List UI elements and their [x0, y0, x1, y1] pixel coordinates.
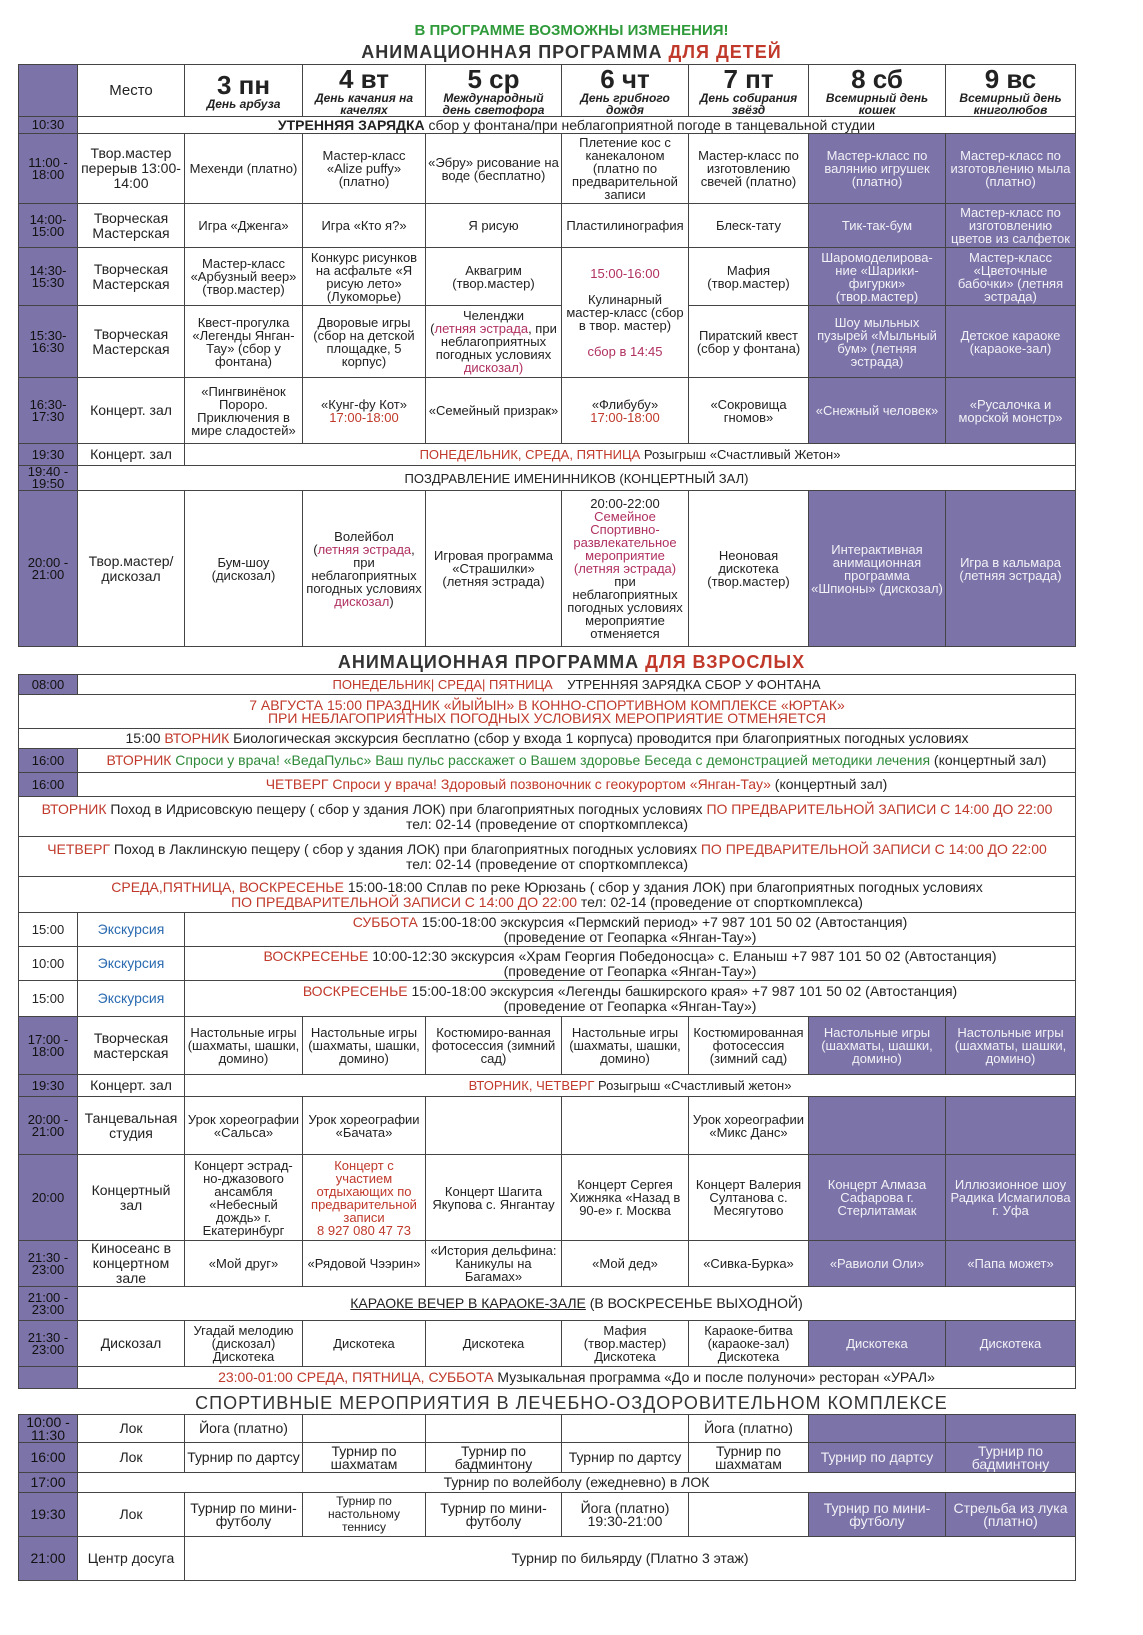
place-cell: Танцевальная студия — [78, 1097, 185, 1155]
time-cell: 08:00 — [19, 675, 78, 695]
place-cell: Лок — [78, 1493, 185, 1537]
event-cell: Йога (платно) — [185, 1415, 303, 1443]
event-cell: Игра «Дженга» — [185, 204, 303, 248]
event-cell: Настольные игры (шахматы, шашки, домино) — [946, 1017, 1076, 1075]
place-cell: Творческая Мастерская — [78, 248, 185, 306]
event-cell: Дискотека — [426, 1321, 562, 1367]
place-cell: Концертный зал — [78, 1155, 185, 1241]
place-cell: Киносеанс в концертном зале — [78, 1241, 185, 1287]
event-cell: «Рядовой Чээрин» — [303, 1241, 426, 1287]
event-cell: Концерт эстрад-но-джазового ансамбля «Небесный дождь» г. Екатеринбург — [185, 1155, 303, 1241]
place-cell: Твор.мастер/ дискозал — [78, 491, 185, 647]
event-cell: Настольные игры (шахматы, шашки, домино) — [185, 1017, 303, 1075]
event-cell: Мастер-класс по валянию игрушек (платно) — [809, 134, 946, 204]
adults-table — [18, 674, 1076, 1389]
place-cell: Творческая Мастерская — [78, 306, 185, 378]
day-header: 7 пт День собирания звёзд — [689, 65, 809, 117]
place-cell: Экскурсия — [78, 913, 185, 947]
event-cell: «Равиоли Оли» — [809, 1241, 946, 1287]
time-cell: 16:00 — [19, 773, 78, 797]
event-cell: Турнир по шахматам — [689, 1443, 809, 1473]
event-cell: Концерт Валерия Султанова с. Месягутово — [689, 1155, 809, 1241]
festival-row: 7 АВГУСТА 15:00 ПРАЗДНИК «ЙЫЙЫН» В КОННО-СПОРТИВНОМ КОМПЛЕКСЕ «ЮРТАК» ПРИ НЕБЛАГОПРИЯТНЫХ ПОГОДНЫХ УСЛОВИЯХ МЕРОПРИЯТИЕ ОТМЕНЯЕТСЯ — [19, 695, 1076, 729]
event-cell: Концерт Шагита Якупова с. Янгантау — [426, 1155, 562, 1241]
event-cell — [809, 1415, 946, 1443]
event-cell: «Пингвинёнок Пороро. Приключения в мире сладостей» — [185, 378, 303, 444]
place-cell: Твор.мастер перерыв 13:00-14:00 — [78, 134, 185, 204]
excursion-row: ВОСКРЕСЕНЬЕ 15:00-18:00 экскурсия «Легенды башкирского края» +7 987 101 50 02 (Автостанция) (проведение от Геопарка «Янган-Тау») — [185, 981, 1076, 1017]
event-cell — [809, 1097, 946, 1155]
event-cell: Дворовые игры (сбор на детской площадке, 5 корпус) — [303, 306, 426, 378]
event-cell — [562, 1415, 689, 1443]
event-cell: Настольные игры (шахматы, шашки, домино) — [562, 1017, 689, 1075]
event-cell: Я рисую — [426, 204, 562, 248]
morning-exercise: УТРЕННЯЯ ЗАРЯДКА сбор у фонтана/при неблагоприятной погоде в танцевальной студии — [78, 117, 1076, 134]
place-cell: Творческая мастерская — [78, 1017, 185, 1075]
adults-title: АНИМАЦИОННАЯ ПРОГРАММА ДЛЯ ВЗРОСЛЫХ — [337, 652, 806, 672]
event-cell: Мафия (твор.мастер) Дискотека — [562, 1321, 689, 1367]
time-cell: 11:00 - 18:00 — [19, 134, 78, 204]
event-cell: Мастер-класс по изготовлению свечей (платно) — [689, 134, 809, 204]
place-cell: Концерт. зал — [78, 444, 185, 466]
event-cell: Настольные игры (шахматы, шашки, домино) — [303, 1017, 426, 1075]
time-cell: 10:00 - 11:30 — [19, 1415, 78, 1443]
cave-hike-row: ВТОРНИК Поход в Идрисовскую пещеру ( сбор у здания ЛОК) при благоприятных погодных условиях ПО ПРЕДВАРИТЕЛЬНОЙ ЗАПИСИ С 14:00 ДО 22:00 тел: 02-14 (проведение от спорткомплекса) — [19, 797, 1076, 837]
time-cell: 16:00 — [19, 1443, 78, 1473]
event-cell: Костюмиро-ванная фотосессия (зимний сад) — [426, 1017, 562, 1075]
place-cell: Концерт. зал — [78, 1075, 185, 1097]
event-cell: «Русалочка и морской монстр» — [946, 378, 1076, 444]
event-cell: Турнир по дартсу — [809, 1443, 946, 1473]
event-cell: Неоновая дискотека (твор.мастер) — [689, 491, 809, 647]
event-cell: Мехенди (платно) — [185, 134, 303, 204]
event-cell: Мастер-класс «Арбузный веер» (твор.мастер) — [185, 248, 303, 306]
sports-title: СПОРТИВНЫЕ МЕРОПРИЯТИЯ В ЛЕЧЕБНО-ОЗДОРОВИТЕЛЬНОМ КОМПЛЕКСЕ — [195, 1393, 948, 1413]
lottery-row: ВТОРНИК, ЧЕТВЕРГ Розыгрыш «Счастливый жетон» — [185, 1075, 1076, 1097]
time-cell: 19:30 — [19, 444, 78, 466]
day-header: 8 сб Всемирный день кошек — [809, 65, 946, 117]
event-cell: «Семейный призрак» — [426, 378, 562, 444]
event-cell: Детское караоке (караоке-зал) — [946, 306, 1076, 378]
event-cell: Блеск-тату — [689, 204, 809, 248]
sports-table — [18, 1414, 1076, 1581]
time-cell: 16:00 — [19, 749, 78, 773]
event-cell: Турнир по бадминтону — [946, 1443, 1076, 1473]
event-cell — [689, 1493, 809, 1537]
event-cell: Мастер-класс по изготовлению мыла (платно) — [946, 134, 1076, 204]
time-cell: 16:30- 17:30 — [19, 378, 78, 444]
time-cell: 20:00 — [19, 1155, 78, 1241]
event-cell: Турнир по шахматам — [303, 1443, 426, 1473]
event-cell: «Папа может» — [946, 1241, 1076, 1287]
time-cell: 20:00 - 21:00 — [19, 1097, 78, 1155]
day-header: 4 вт День качания на качелях — [303, 65, 426, 117]
event-cell: «Кунг-фу Кот» 17:00-18:00 — [303, 378, 426, 444]
event-cell: Концерт Алмаза Сафарова г. Стерлитамак — [809, 1155, 946, 1241]
event-cell: Конкурс рисунков на асфальте «Я рисую лето» (Лукоморье) — [303, 248, 426, 306]
event-cell: Игровая программа «Страшилки» (летняя эстрада) — [426, 491, 562, 647]
event-cell: «Сивка-Бурка» — [689, 1241, 809, 1287]
time-cell: 10:30 — [19, 117, 78, 134]
event-cell: Урок хореографии «Сальса» — [185, 1097, 303, 1155]
event-cell: Урок хореографии «Бачата» — [303, 1097, 426, 1155]
billiards-row: Турнир по бильярду (Платно 3 этаж) — [185, 1537, 1076, 1581]
morning-exercise: ПОНЕДЕЛЬНИК| СРЕДА| ПЯТНИЦА УТРЕННЯЯ ЗАРЯДКА СБОР У ФОНТАНА — [78, 675, 1076, 695]
day-header: 5 ср Международный день светофора — [426, 65, 562, 117]
event-cell: Йога (платно) 19:30-21:00 — [562, 1493, 689, 1537]
event-cell: Иллюзионное шоу Радика Исмагилова г. Уфа — [946, 1155, 1076, 1241]
place-cell: Лок — [78, 1443, 185, 1473]
event-cell: Пластилинография — [562, 204, 689, 248]
time-cell: 19:30 — [19, 1493, 78, 1537]
excursion-row: ВОСКРЕСЕНЬЕ 10:00-12:30 экскурсия «Храм Георгия Победоносца» с. Еланыш +7 987 101 50 02 (Автостанция) (проведение от Геопарка «Янган-Тау») — [185, 947, 1076, 981]
event-cell: Мафия (твор.мастер) — [689, 248, 809, 306]
event-cell: «Мой дед» — [562, 1241, 689, 1287]
day-header: 6 чт День грибного дождя — [562, 65, 689, 117]
event-cell: Дискотека — [809, 1321, 946, 1367]
time-cell: 21:00 - 23:00 — [19, 1287, 78, 1321]
event-cell: Турнир по мини-футболу — [809, 1493, 946, 1537]
event-cell: Угадай мелодию (дискозал) Дискотека — [185, 1321, 303, 1367]
place-header: Место — [78, 65, 185, 117]
place-cell: Дискозал — [78, 1321, 185, 1367]
event-cell: Турнир по дартсу — [562, 1443, 689, 1473]
kids-title: АНИМАЦИОННАЯ ПРОГРАММА ДЛЯ ДЕТЕЙ — [361, 42, 782, 62]
event-cell: Челенджи (летняя эстрада, при неблагоприятных погодных условиях дискозал) — [426, 306, 562, 378]
birthday-row: ПОЗДРАВЛЕНИЕ ИМЕНИННИКОВ (КОНЦЕРТНЫЙ ЗАЛ) — [78, 466, 1076, 491]
cave-hike-row: ЧЕТВЕРГ Поход в Лаклинскую пещеру ( сбор у здания ЛОК) при благоприятных погодных условиях ПО ПРЕДВАРИТЕЛЬНОЙ ЗАПИСИ С 14:00 ДО 22:00 тел: 02-14 (проведение от спорткомплекса) — [19, 837, 1076, 877]
event-cell: Пиратский квест (сбор у фонтана) — [689, 306, 809, 378]
event-cell — [946, 1415, 1076, 1443]
event-cell: Турнир по бадминтону — [426, 1443, 562, 1473]
time-cell: 19:40 - 19:50 — [19, 466, 78, 491]
event-cell: «Снежный человек» — [809, 378, 946, 444]
event-cell — [946, 1097, 1076, 1155]
place-cell: Лок — [78, 1415, 185, 1443]
time-cell: 14:30- 15:30 — [19, 248, 78, 306]
time-cell: 20:00 - 21:00 — [19, 491, 78, 647]
event-cell — [426, 1415, 562, 1443]
event-cell: Настольные игры (шахматы, шашки, домино) — [809, 1017, 946, 1075]
day-header: 9 вс Всемирный день книголюбов — [946, 65, 1076, 117]
event-cell: Дискотека — [946, 1321, 1076, 1367]
event-cell: Йога (платно) — [689, 1415, 809, 1443]
event-cell: «История дельфина: Каникулы на Багамах» — [426, 1241, 562, 1287]
event-cell: Бум-шоу (дискозал) — [185, 491, 303, 647]
changes-notice: В ПРОГРАММЕ ВОЗМОЖНЫ ИЗМЕНЕНИЯ! — [414, 22, 729, 39]
place-cell: Центр досуга — [78, 1537, 185, 1581]
event-cell: Игра в кальмара (летняя эстрада) — [946, 491, 1076, 647]
event-cell: Интерактивная анимационная программа «Шпионы» (дискозал) — [809, 491, 946, 647]
time-cell: 21:30 - 23:00 — [19, 1321, 78, 1367]
event-cell — [426, 1097, 562, 1155]
event-cell: Мастер-класс «Цветочные бабочки» (летняя эстрада) — [946, 248, 1076, 306]
place-cell: Концерт. зал — [78, 378, 185, 444]
place-cell: Экскурсия — [78, 981, 185, 1017]
event-cell: 15:00-16:00 Кулинарный мастер-класс (сбор в твор. мастер) сбор в 14:45 — [562, 248, 689, 378]
time-cell: 14:00- 15:00 — [19, 204, 78, 248]
event-cell: Шоу мыльных пузырей «Мыльный бум» (летняя эстрада) — [809, 306, 946, 378]
event-cell: Мастер-класс по изготовлению цветов из салфеток — [946, 204, 1076, 248]
bio-excursion-row: 15:00 ВТОРНИК Биологическая экскурсия бесплатно (сбор у входа 1 корпуса) проводится при благоприятных погодных условиях — [19, 729, 1076, 749]
kids-table — [18, 64, 1076, 647]
event-cell: Урок хореографии «Микс Данс» — [689, 1097, 809, 1155]
rafting-row: СРЕДА,ПЯТНИЦА, ВОСКРЕСЕНЬЕ 15:00-18:00 Сплав по реке Юрюзань ( сбор у здания ЛОК) при благоприятных погодных условиях ПО ПРЕДВАРИТЕЛЬНОЙ ЗАПИСИ С 14:00 ДО 22:00 тел: 02-14 (проведение от спорткомплекса) — [19, 877, 1076, 913]
volleyball-row: Турнир по волейболу (ежедневно) в ЛОК — [78, 1473, 1076, 1493]
event-cell — [562, 1097, 689, 1155]
time-cell: 15:00 — [19, 981, 78, 1017]
event-cell: Турнир по мини-футболу — [426, 1493, 562, 1537]
event-cell: Турнир по настольному теннису — [303, 1493, 426, 1537]
time-cell: 17:00 — [19, 1473, 78, 1493]
doctor-row: ВТОРНИК Спроси у врача! «ВедаПульс» Ваш пульс расскажет о Вашем здоровье Беседа с демонстрацией методики лечения (концертный зал) — [78, 749, 1076, 773]
event-cell — [303, 1415, 426, 1443]
doctor-row: ЧЕТВЕРГ Спроси у врача! Здоровый позвоночник с геокурортом «Янган-Тау» (концертный зал) — [78, 773, 1076, 797]
place-cell: Творческая Мастерская — [78, 204, 185, 248]
time-cell — [19, 1367, 78, 1389]
day-header: 3 пн День арбуза — [185, 65, 303, 117]
event-cell: Концерт Сергея Хижняка «Назад в 90-е» г. Москва — [562, 1155, 689, 1241]
event-cell: 20:00-22:00 Семейное Спортивно-развлекательное мероприятие (летняя эстрада) при неблагоприятных погодных условиях мероприятие отменяется — [562, 491, 689, 647]
event-cell: «Мой друг» — [185, 1241, 303, 1287]
event-cell: Игра «Кто я?» — [303, 204, 426, 248]
event-cell: «Флибубу» 17:00-18:00 — [562, 378, 689, 444]
event-cell: Стрельба из лука (платно) — [946, 1493, 1076, 1537]
time-cell: 19:30 — [19, 1075, 78, 1097]
music-program-row: 23:00-01:00 СРЕДА, ПЯТНИЦА, СУББОТА Музыкальная программа «До и после полуночи» ресторан «УРАЛ» — [78, 1367, 1076, 1389]
event-cell: Концерт с участием отдыхающих по предварительной записи 8 927 080 47 73 — [303, 1155, 426, 1241]
event-cell: «Сокровища гномов» — [689, 378, 809, 444]
time-cell: 21:00 — [19, 1537, 78, 1581]
time-cell: 17:00 - 18:00 — [19, 1017, 78, 1075]
lottery-row: ПОНЕДЕЛЬНИК, СРЕДА, ПЯТНИЦА Розыгрыш «Счастливый Жетон» — [185, 444, 1076, 466]
event-cell: Квест-прогулка «Легенды Янган-Тау» (сбор у фонтана) — [185, 306, 303, 378]
time-cell: 15:00 — [19, 913, 78, 947]
time-cell: 21:30 - 23:00 — [19, 1241, 78, 1287]
event-cell: Плетение кос с канекалоном (платно по предварительной записи — [562, 134, 689, 204]
event-cell: Тик-так-бум — [809, 204, 946, 248]
karaoke-row: КАРАОКЕ ВЕЧЕР В КАРАОКЕ-ЗАЛЕ (В ВОСКРЕСЕНЬЕ ВЫХОДНОЙ) — [78, 1287, 1076, 1321]
event-cell: Турнир по мини-футболу — [185, 1493, 303, 1537]
event-cell: Дискотека — [303, 1321, 426, 1367]
excursion-row: СУББОТА 15:00-18:00 экскурсия «Пермский период» +7 987 101 50 02 (Автостанция) (проведение от Геопарка «Янган-Тау») — [185, 913, 1076, 947]
event-cell: «Эбру» рисование на воде (бесплатно) — [426, 134, 562, 204]
event-cell: Турнир по дартсу — [185, 1443, 303, 1473]
time-cell: 15:30- 16:30 — [19, 306, 78, 378]
event-cell: Костюмированная фотосессия (зимний сад) — [689, 1017, 809, 1075]
place-cell: Экскурсия — [78, 947, 185, 981]
event-cell: Караоке-битва (караоке-зал) Дискотека — [689, 1321, 809, 1367]
event-cell: Мастер-класс «Alize puffy» (платно) — [303, 134, 426, 204]
event-cell: Волейбол (летняя эстрада, при неблагоприятных погодных условиях дискозал) — [303, 491, 426, 647]
event-cell: Аквагрим (твор.мастер) — [426, 248, 562, 306]
time-cell: 10:00 — [19, 947, 78, 981]
corner-cell — [19, 65, 78, 117]
event-cell: Шаромоделирова-ние «Шарики-фигурки» (твор.мастер) — [809, 248, 946, 306]
